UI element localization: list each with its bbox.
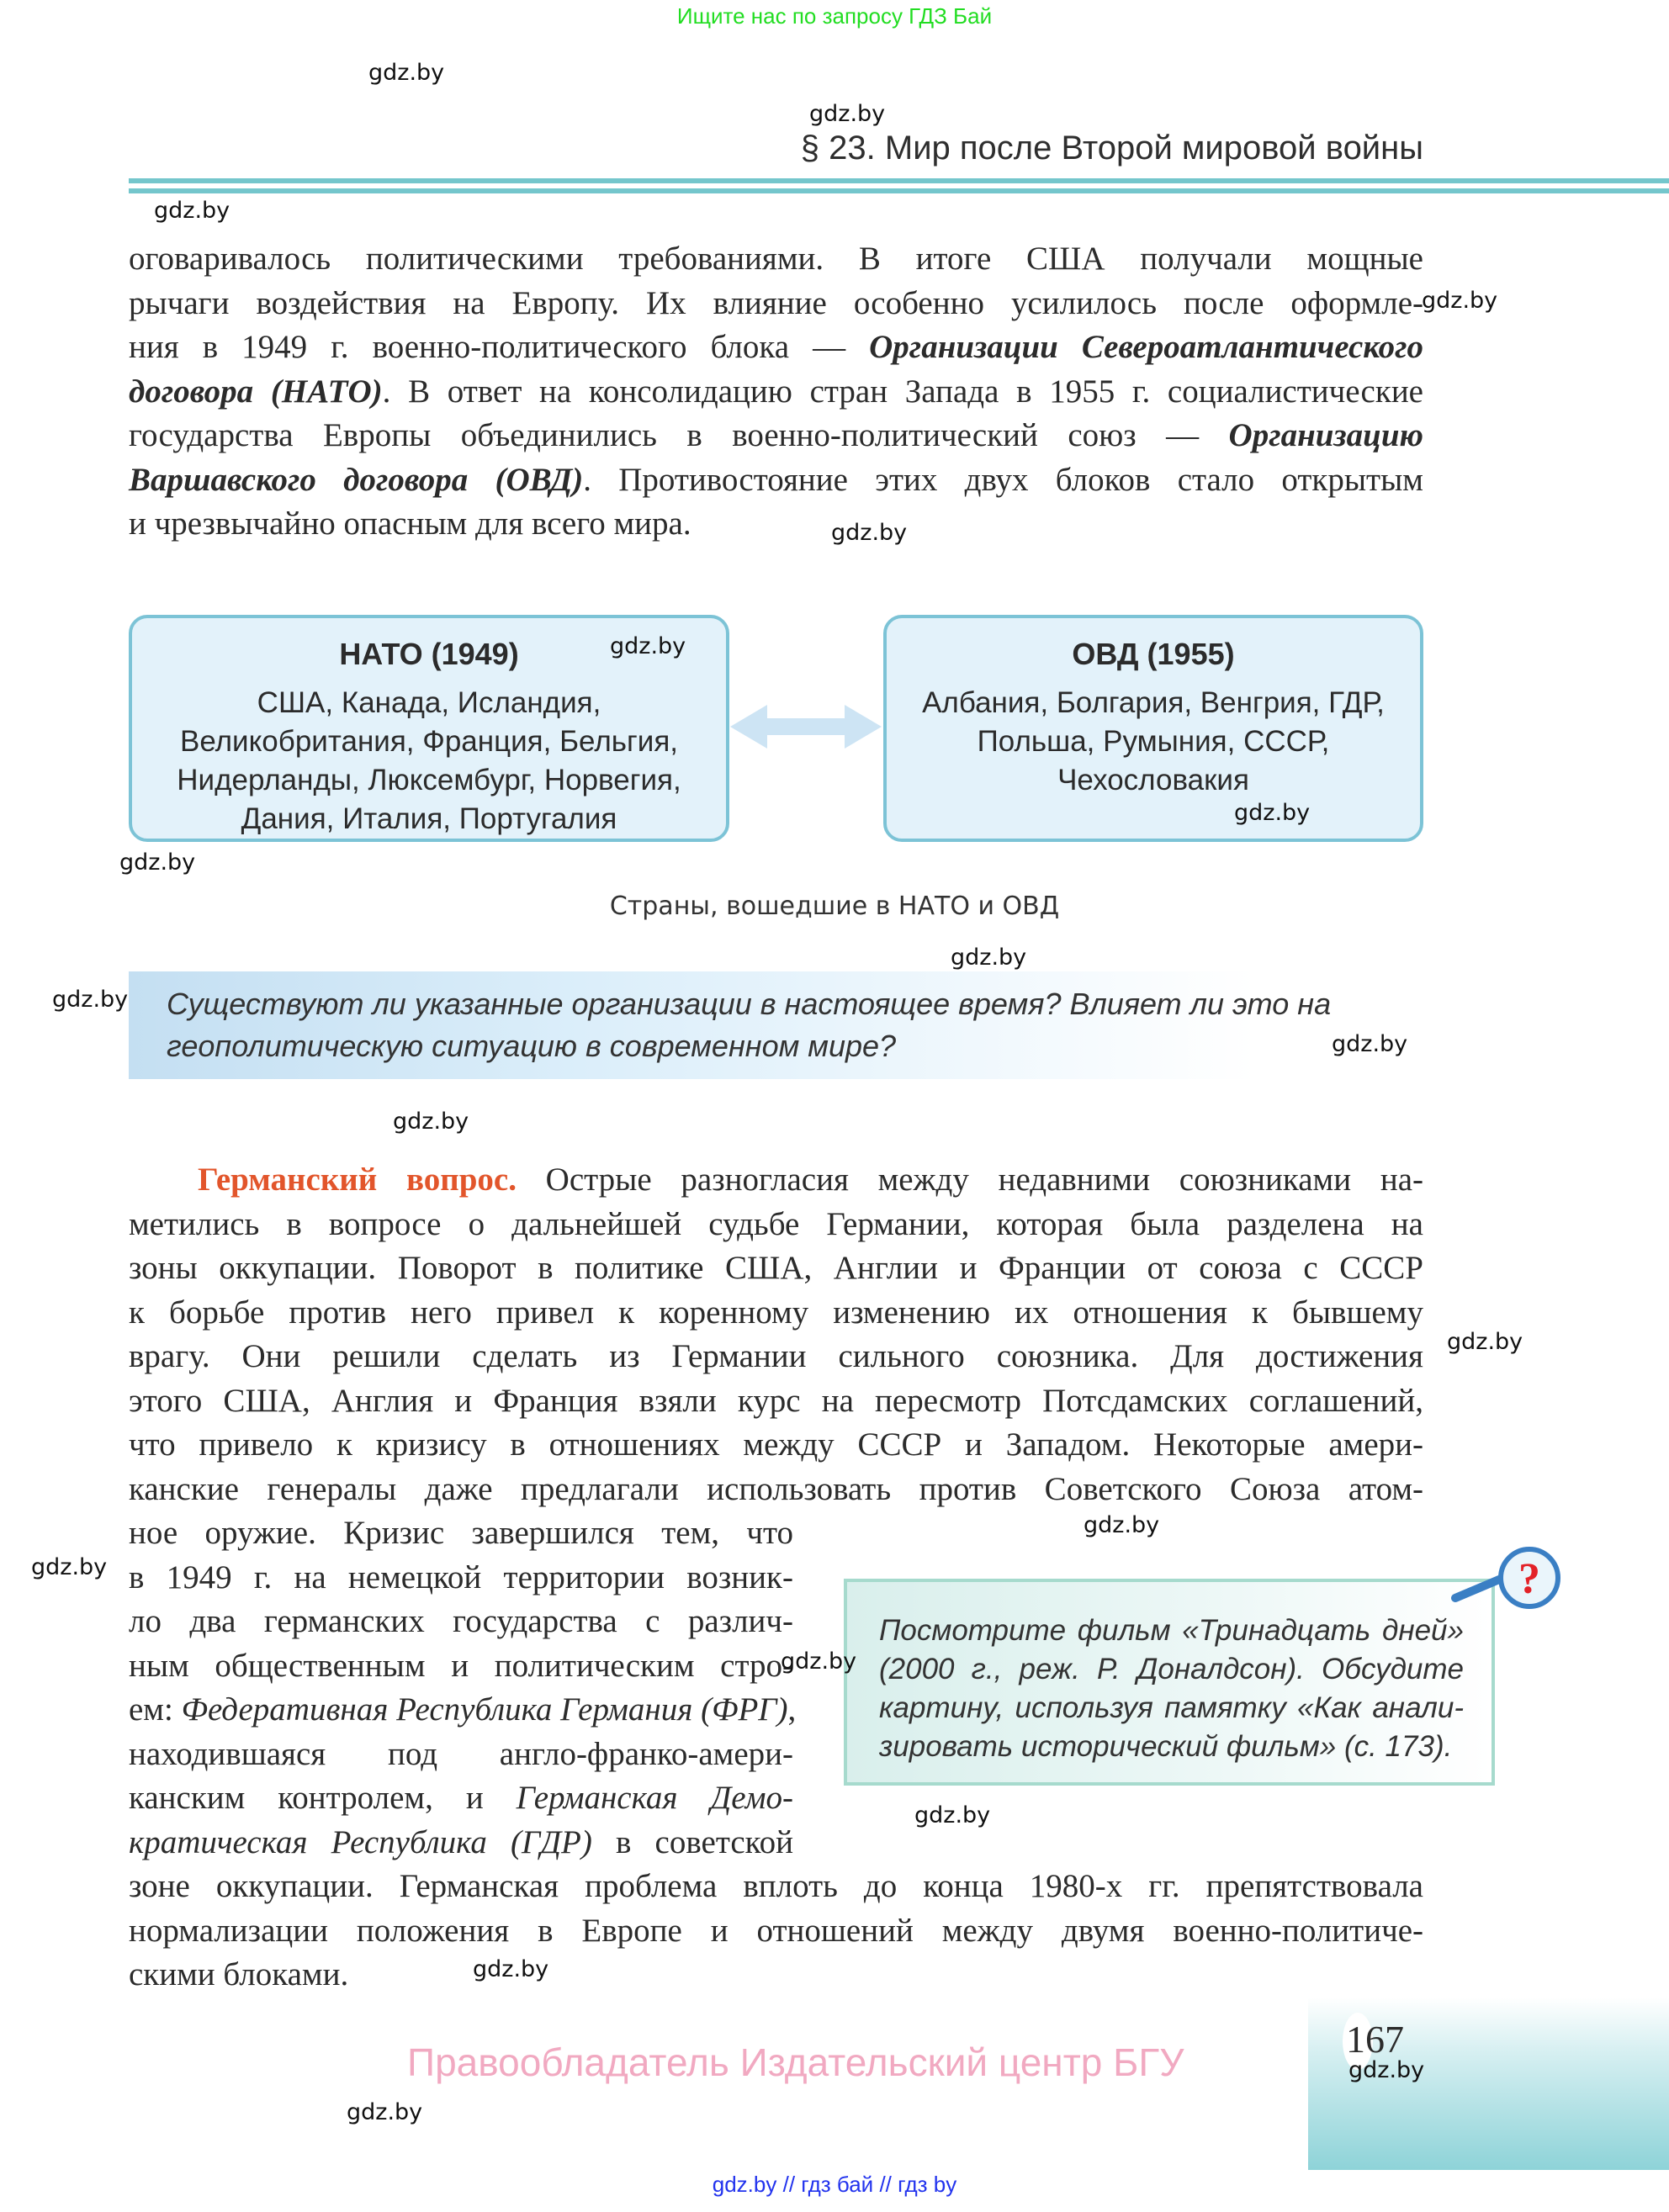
text-line [129, 1291, 1423, 1336]
magnifier-question-icon [1447, 1546, 1565, 1613]
text-run: канским контролем, и [129, 1780, 517, 1816]
watermark: gdz.by [119, 849, 196, 876]
watermark: gdz.by [347, 2099, 423, 2125]
text-run: зоне оккупации. Германская проблема вплоть до конца 1980-х гг. препятствовала [129, 1868, 1423, 1904]
text-run: скими блоками. [129, 1956, 349, 1992]
text-line [129, 370, 1423, 415]
double-arrow-icon [730, 705, 882, 749]
nato-title: НАТО (1949) [339, 637, 519, 671]
text-line [129, 282, 1423, 326]
text-line [129, 325, 1423, 370]
text-run: ем: [129, 1691, 182, 1728]
svg-text:?: ? [1518, 1555, 1540, 1603]
ovd-box [883, 615, 1423, 842]
text-line [129, 1158, 1423, 1203]
emphasis-term: Варшавского договора (ОВД) [129, 461, 584, 498]
bottom-links [0, 2172, 1669, 2198]
text-run: канские генералы даже предлагали использовать против Советского Союза атом- [129, 1470, 1423, 1507]
text-line [129, 1865, 1423, 1909]
search-banner: Ищите нас по запросу ГДЗ Бай [676, 3, 993, 29]
text-run: Острые разногласия между недавними союзниками на- [545, 1162, 1423, 1198]
emphasis-term: Организации Североатлантического [869, 329, 1423, 365]
link-gdz-by-cyr[interactable]: гдз by [898, 2172, 957, 2197]
text-run: оговаривалось политическими требованиями. В итоге США получали мощные [129, 241, 1423, 277]
watermark: gdz.by [831, 520, 908, 546]
header-rule-bottom [129, 188, 1669, 193]
text-run: . Противостояние этих двух блоков стало открытым [583, 461, 1423, 498]
text-line [129, 1423, 1423, 1468]
text-run: зоны оккупации. Поворот в политике США, Англии и Франции от союза с СССР [129, 1250, 1423, 1286]
text-run: ным общественным и политическим стро- [129, 1647, 793, 1684]
watermark: gdz.by [31, 1554, 108, 1580]
nato-members-line: Дания, Италия, Португалия [241, 802, 617, 835]
watermark: gdz.by [52, 987, 129, 1013]
text-run: ное оружие. Кризис завершился тем, что [129, 1515, 793, 1551]
text-line [129, 1909, 1423, 1954]
watermark: gdz.by [1348, 2057, 1425, 2083]
nato-members-line: США, Канада, Исландия, [257, 686, 601, 719]
watermark: gdz.by [809, 101, 886, 127]
watermark: gdz.by [914, 1802, 991, 1828]
text-line [129, 1600, 793, 1644]
watermark: gdz.by [951, 945, 1027, 971]
section-heading: Германский вопрос. [198, 1162, 546, 1198]
page-number: 167 [1346, 2018, 1404, 2061]
watermark: gdz.by [781, 1648, 857, 1675]
task-line: (2000 г., реж. Р. Доналдсон). Обсудите [879, 1653, 1464, 1685]
emphasis-term: Германская Демо- [516, 1780, 794, 1816]
link-gdz-by[interactable]: gdz.by [712, 2172, 777, 2197]
task-line: Посмотрите фильм «Тринадцать дней» [879, 1614, 1464, 1647]
text-run: что привело к кризису в отношениях между СССР и Западом. Некоторые амери- [129, 1426, 1423, 1463]
text-run: к борьбе против него привел к коренному изменению их отношения к бывшему [129, 1294, 1423, 1331]
paragraph-german-question [129, 1158, 1423, 1511]
text-run: ло два германских государства с различ- [129, 1603, 793, 1639]
watermark: gdz.by [610, 633, 686, 659]
watermark: gdz.by [154, 198, 230, 224]
task-line: картину, используя памятку «Как анали- [879, 1691, 1464, 1724]
paragraph-nato-ovd [129, 237, 1423, 547]
link-separator: // [782, 2172, 796, 2197]
watermark: gdz.by [1447, 1329, 1523, 1355]
text-line [129, 237, 1423, 282]
header-rule-top [129, 178, 1669, 183]
task-line: зировать исторический фильм» (с. 173). [879, 1730, 1453, 1763]
text-line [129, 1556, 793, 1601]
question-block [129, 971, 1332, 1079]
copyright-notice: Правообладатель Издательский центр БГУ [407, 2040, 1184, 2084]
text-run: . В ответ на консолидацию стран Запада в 1955 г. социалистические [382, 373, 1423, 410]
text-line [129, 1821, 793, 1865]
ovd-title: ОВД (1955) [1072, 637, 1235, 671]
text-run: в советской [591, 1823, 793, 1860]
emphasis-term: Федеративная Республика Германия (ФРГ) [181, 1691, 788, 1728]
text-run: и чрезвычайно опасным для всего мира. [129, 505, 691, 542]
text-line [129, 1688, 797, 1733]
text-line [129, 1511, 793, 1556]
text-line [129, 1246, 1423, 1291]
watermark: gdz.by [1084, 1512, 1160, 1538]
text-run: , [787, 1691, 797, 1728]
text-line [129, 458, 1423, 503]
paragraph-german-question-narrow [129, 1511, 797, 1865]
ovd-members-line: Албания, Болгария, Венгрия, ГДР, [922, 686, 1385, 719]
film-task-box [844, 1579, 1495, 1786]
text-run: государства Европы объединились в военно-политический союз — [129, 417, 1229, 453]
text-line [129, 1468, 1423, 1512]
diagram-caption: Страны, вошедшие в НАТО и ОВД [609, 892, 1060, 921]
ovd-members-line: Польша, Румыния, СССР, [977, 725, 1330, 758]
text-run: метились в вопросе о дальнейшей судьбе Германии, которая была разделена на [129, 1205, 1423, 1242]
chapter-title: § 23. Мир после Второй мировой войны [800, 130, 1423, 167]
text-line [129, 414, 1423, 458]
watermark: gdz.by [473, 1956, 549, 1982]
text-run: находившаяся под англо-франко-амери- [129, 1735, 793, 1772]
emphasis-term: Организацию [1228, 417, 1423, 453]
nato-members-line: Великобритания, Франция, Бельгия, [179, 725, 679, 758]
watermark: gdz.by [393, 1109, 469, 1135]
text-line [129, 1776, 793, 1821]
question-line: Существуют ли указанные организации в настоящее время? Влияет ли это на [167, 987, 1332, 1021]
question-line: геополитическую ситуацию в современном мире? [167, 1029, 897, 1063]
text-line [129, 1379, 1423, 1424]
text-run: в 1949 г. на немецкой территории возник- [129, 1558, 793, 1595]
text-line [129, 1203, 1423, 1247]
watermark: gdz.by [368, 60, 445, 86]
watermark: gdz.by [1332, 1031, 1408, 1057]
text-run: этого США, Англия и Франция взяли курс на пересмотр Потсдамских соглашений, [129, 1382, 1423, 1419]
ovd-members-line: Чехословакия [1057, 764, 1249, 796]
emphasis-term: договора (НАТО) [129, 373, 383, 410]
text-run: ния в 1949 г. военно-политического блока — [129, 329, 870, 365]
emphasis-term: кратическая Республика (ГДР) [129, 1823, 592, 1860]
text-run: врагу. Они решили сделать из Германии сильного союзника. Для достижения [129, 1338, 1423, 1374]
text-line [129, 1953, 1423, 1998]
watermark: gdz.by [1234, 800, 1311, 826]
text-line [129, 1335, 1423, 1379]
text-line [129, 502, 1423, 547]
watermark: gdz.by [1422, 288, 1498, 314]
text-run: рычаги воздействия на Европу. Их влияние особенно усилилось после оформле- [129, 284, 1423, 321]
link-gdz-bai[interactable]: гдз бай [801, 2172, 874, 2197]
text-run: нормализации положения в Европе и отношений между двумя военно-политиче- [129, 1912, 1423, 1949]
paragraph-german-question-tail [129, 1865, 1423, 1998]
nato-members-line: Нидерланды, Люксембург, Норвегия, [177, 764, 681, 796]
text-line [129, 1733, 793, 1777]
link-separator: // [879, 2172, 892, 2197]
text-line [129, 1644, 793, 1689]
